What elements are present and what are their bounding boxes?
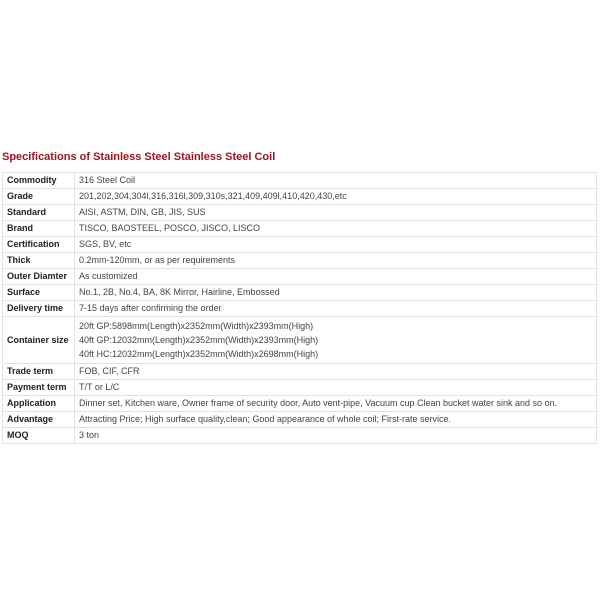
table-row: [3, 364, 597, 380]
page-title: Specifications of Stainless Steel Stainless Steel Coil: [2, 151, 276, 163]
row-key: Thick: [3, 253, 75, 269]
row-key: Trade term: [3, 364, 75, 380]
row-key: Grade: [3, 189, 75, 205]
row-value: SGS, BV, etc: [75, 237, 597, 253]
row-value-multiline: [75, 317, 597, 364]
row-key: Outer Diamter: [3, 269, 75, 285]
table-row: [3, 396, 597, 412]
row-value: AISI, ASTM, DIN, GB, JIS, SUS: [75, 205, 597, 221]
table-row: [3, 301, 597, 317]
row-key: MOQ: [3, 428, 75, 444]
row-key: Advantage: [3, 412, 75, 428]
table-row: [3, 221, 597, 237]
table-row: [3, 380, 597, 396]
row-value: 316 Steel Coil: [75, 173, 597, 189]
container-line: 20ft GP:5898mm(Length)x2352mm(Width)x2393mm(High): [79, 321, 314, 331]
table-row: [3, 412, 597, 428]
row-value: FOB, CIF, CFR: [75, 364, 597, 380]
container-line: 40ft HC:12032mm(Length)x2352mm(Width)x2698mm(High): [79, 349, 319, 359]
row-value: Dinner set, Kitchen ware, Owner frame of security door, Auto vent-pipe, Vacuum cup Clean bucket water sink and so on.: [75, 396, 597, 412]
row-key: Surface: [3, 285, 75, 301]
table-row: [3, 253, 597, 269]
row-value: 201,202,304,304l,316,316l,309,310s,321,409,409l,410,420,430,etc: [75, 189, 597, 205]
table-row: [3, 205, 597, 221]
row-value: 7-15 days after confirming the order: [75, 301, 597, 317]
row-key: Application: [3, 396, 75, 412]
row-key: Delivery time: [3, 301, 75, 317]
row-value: T/T or L/C: [75, 380, 597, 396]
row-key: Payment term: [3, 380, 75, 396]
row-key: Standard: [3, 205, 75, 221]
container-line: 40ft GP:12032mm(Length)x2352mm(Width)x2393mm(High): [79, 335, 319, 345]
row-value: 0.2mm-120mm, or as per requirements: [75, 253, 597, 269]
table-row: [3, 173, 597, 189]
table-row: [3, 189, 597, 205]
table-row: [3, 269, 597, 285]
table-row: [3, 237, 597, 253]
row-value: Attracting Price; High surface quality,clean; Good appearance of whole coil; First-rate service.: [75, 412, 597, 428]
row-key: Container size: [3, 317, 75, 364]
table-row-container-size: [3, 317, 597, 364]
row-key: Certification: [3, 237, 75, 253]
spec-table: [2, 172, 597, 444]
table-row: [3, 285, 597, 301]
row-value: As customized: [75, 269, 597, 285]
row-value: TISCO, BAOSTEEL, POSCO, JISCO, LISCO: [75, 221, 597, 237]
table-row: [3, 428, 597, 444]
row-key: Commodity: [3, 173, 75, 189]
row-key: Brand: [3, 221, 75, 237]
row-value: No.1, 2B, No.4, BA, 8K Mirror, Hairline, Embossed: [75, 285, 597, 301]
row-value: 3 ton: [75, 428, 597, 444]
